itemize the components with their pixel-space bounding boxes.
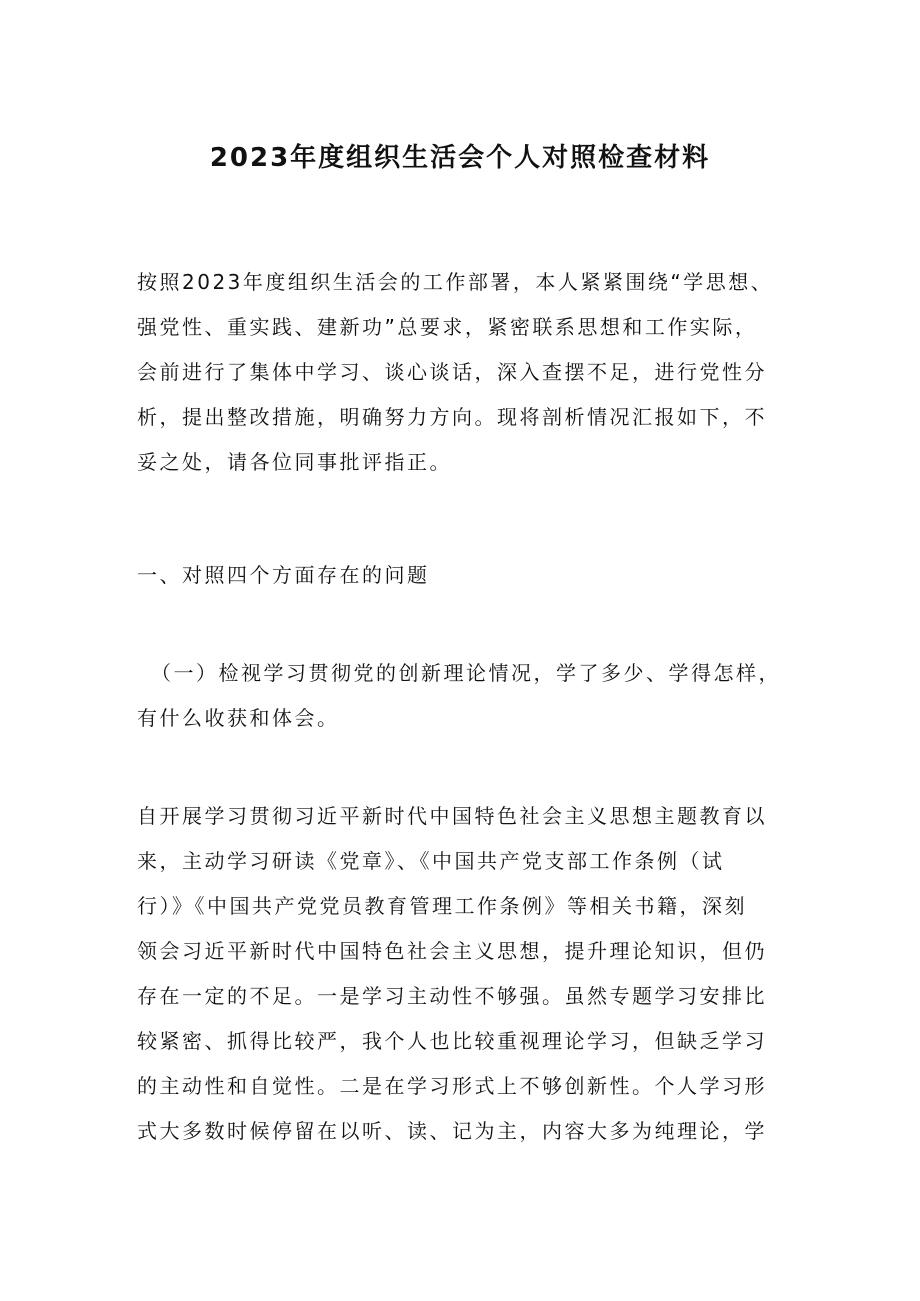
paragraph-line: 的主动性和自觉性。二是在学习形式上不够创新性。个人学习形 bbox=[137, 1074, 767, 1098]
intro-paragraph bbox=[137, 260, 817, 485]
paragraph-line: 较紧密、抓得比较严，我个人也比较重视理论学习，但缺乏学习 bbox=[137, 1029, 767, 1053]
paragraph-line: 来，主动学习研读《党章》、《中国共产党支部工作条例（试 bbox=[137, 849, 725, 873]
paragraph-line: 式大多数时候停留在以听、读、记为主，内容大多为纯理论，学 bbox=[137, 1119, 767, 1143]
paragraph-line: 会前进行了集体中学习、谈心谈话，深入查摆不足，进行党性分 bbox=[137, 360, 767, 384]
document-title: 2023年度组织生活会个人对照检查材料 bbox=[209, 143, 711, 173]
section-heading bbox=[137, 553, 817, 598]
paragraph-line: 强党性、重实践、建新功”总要求，紧密联系思想和工作实际， bbox=[137, 315, 758, 339]
paragraph-line: 领会习近平新时代中国特色社会主义思想，提升理论知识，但仍 bbox=[137, 939, 767, 963]
sub-heading-line: （一）检视学习贯彻党的创新理论情况，学了多少、学得怎样， bbox=[151, 661, 781, 685]
paragraph-line: 自开展学习贯彻习近平新时代中国特色社会主义思想主题教育以 bbox=[137, 804, 767, 828]
paragraph-line: 妥之处，请各位同事批评指正。 bbox=[137, 450, 452, 474]
sub-heading-line: 有什么收获和体会。 bbox=[137, 706, 340, 730]
body-paragraph bbox=[137, 794, 817, 1154]
paragraph-line: 按照2023年度组织生活会的工作部署，本人紧紧围绕“学思想、 bbox=[137, 270, 774, 294]
section-heading-text: 一、对照四个方面存在的问题 bbox=[137, 563, 430, 587]
paragraph-line: 析，提出整改措施，明确努力方向。现将剖析情况汇报如下，不 bbox=[137, 405, 767, 429]
sub-heading bbox=[137, 651, 817, 741]
paragraph-line: 存在一定的不足。一是学习主动性不够强。虽然专题学习安排比 bbox=[137, 984, 767, 1008]
paragraph-line: 行）》《中国共产党党员教育管理工作条例》等相关书籍，深刻 bbox=[137, 894, 747, 918]
